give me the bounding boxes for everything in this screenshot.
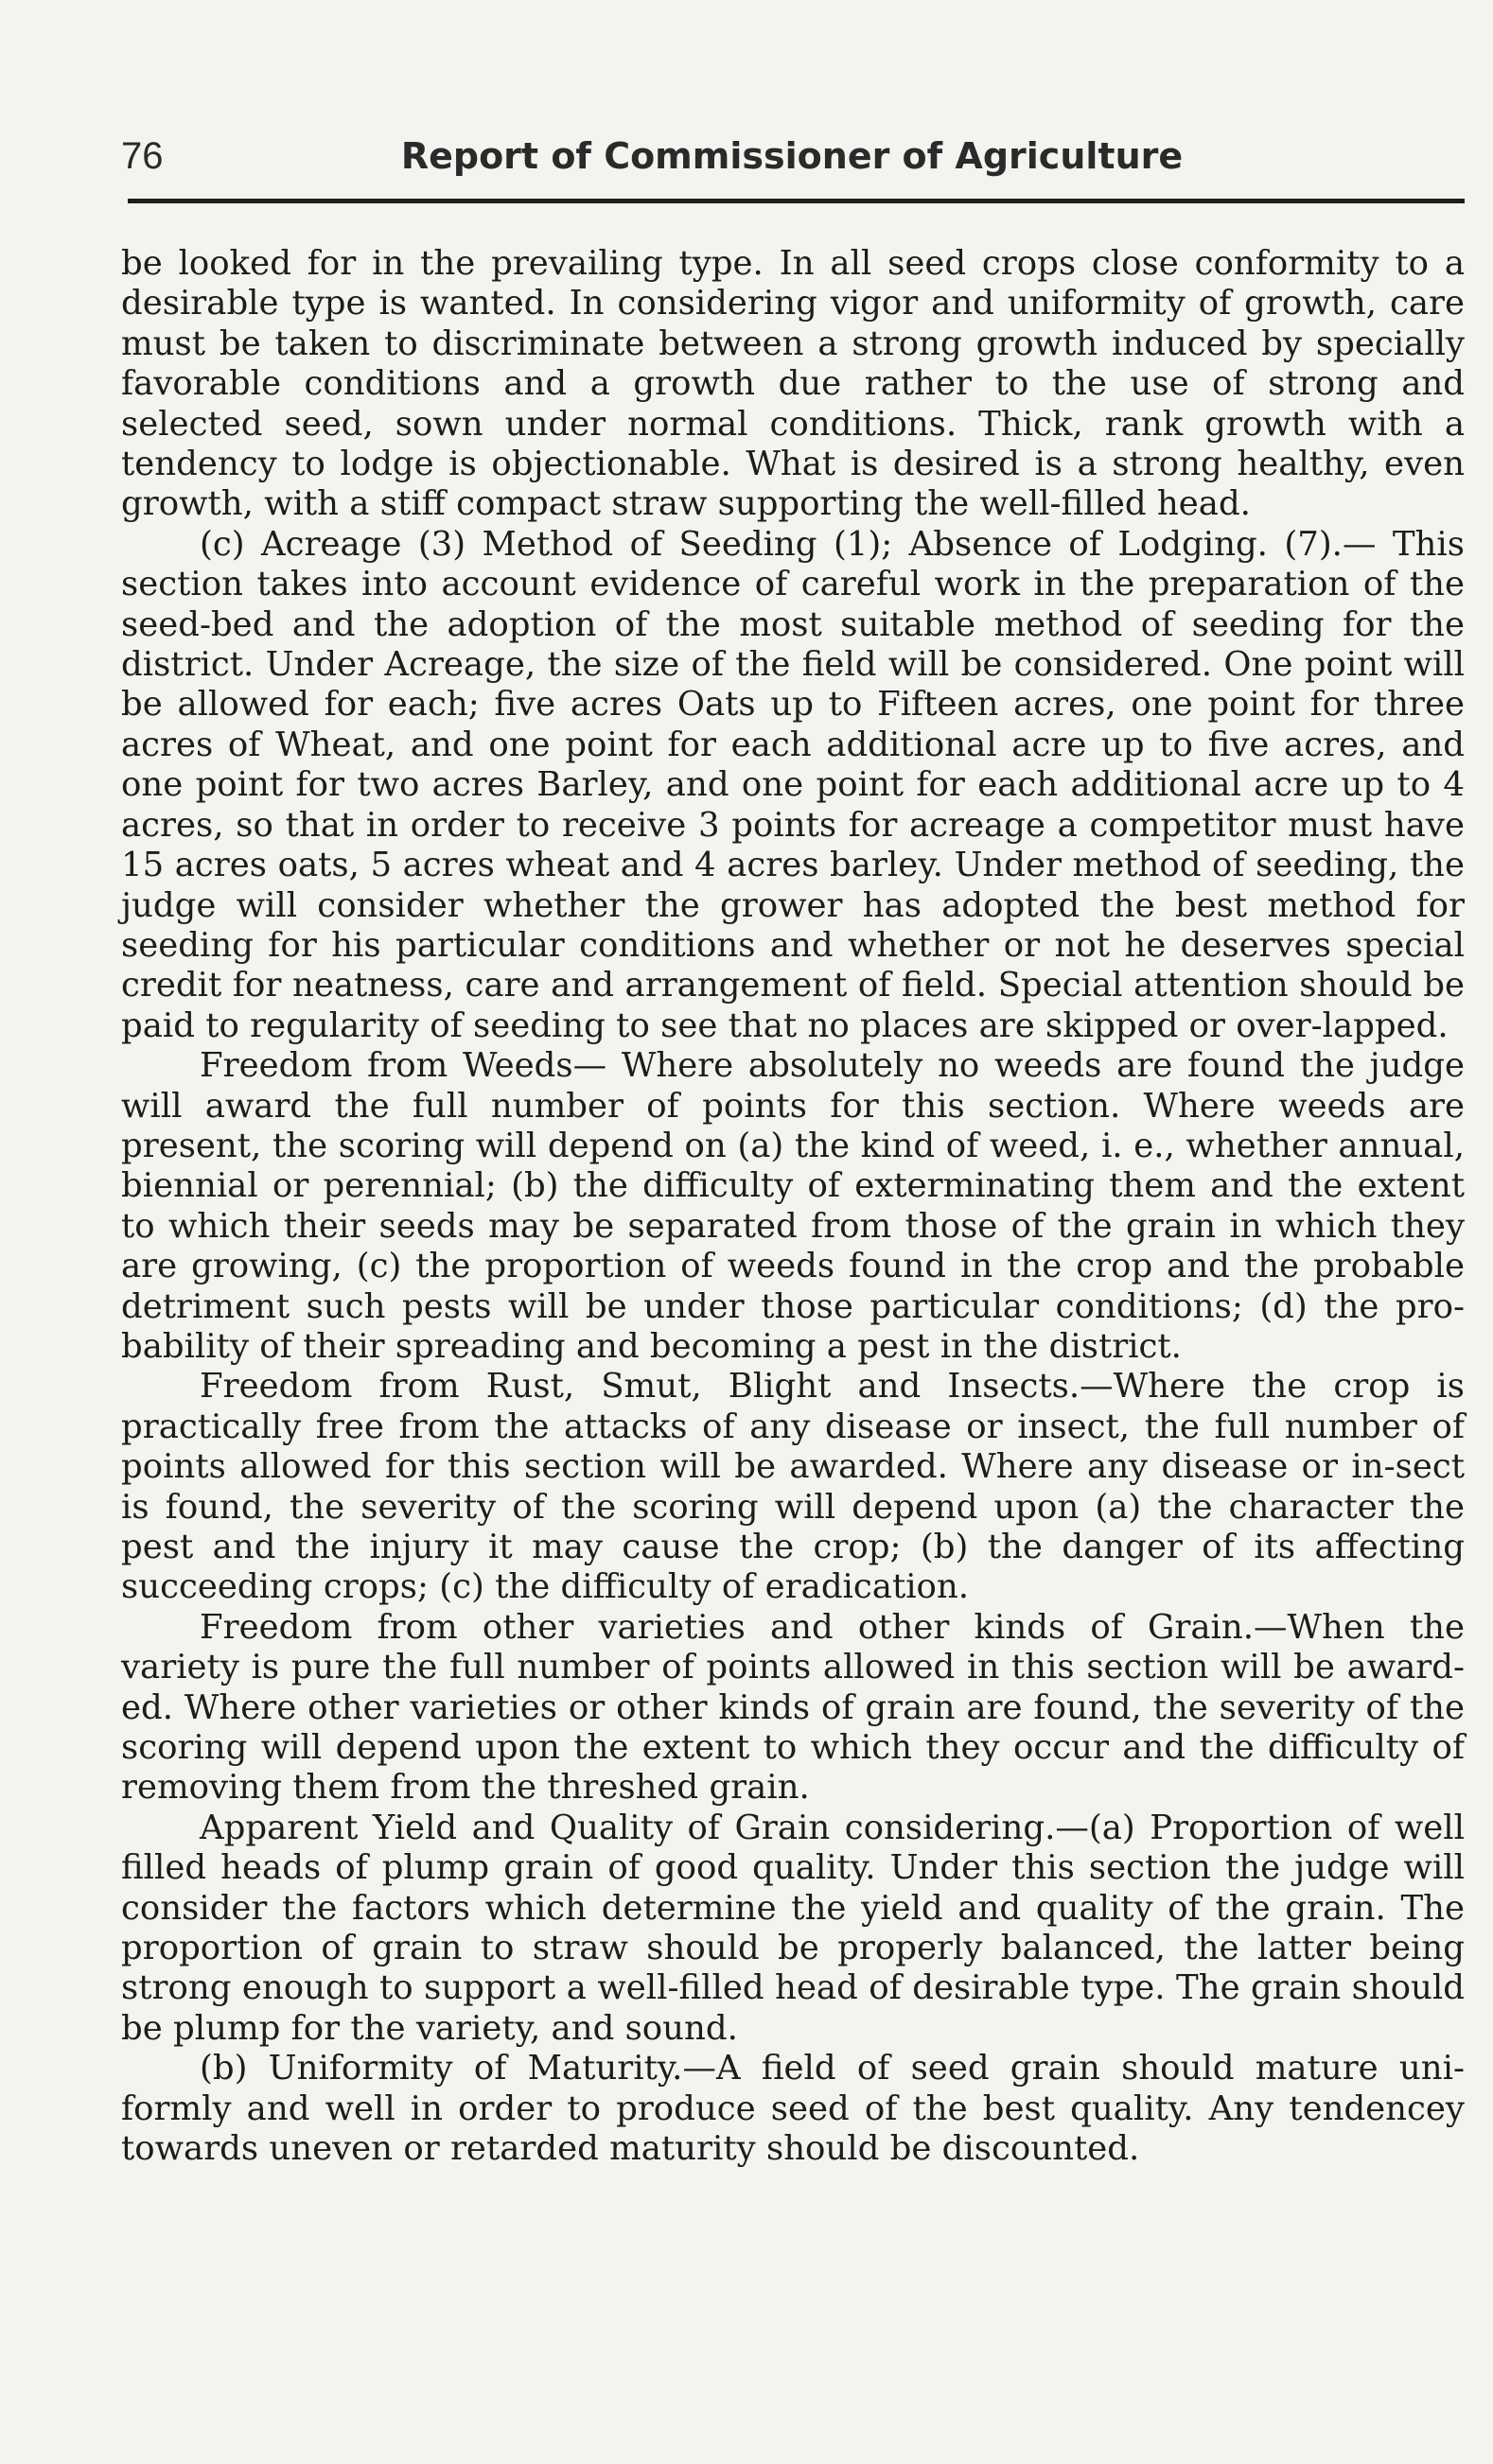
page-header bbox=[121, 132, 1463, 189]
paragraph-maturity: (b) Uniformity of Maturity.—A field of seed grain should mature uni-formly and well in order to produce seed of the best quality. Any tendencey towards uneven or retarded maturity should be discounted. bbox=[121, 2049, 1465, 2169]
paragraph-continuation: be looked for in the prevailing type. In all seed crops close conformity to a desirable type is wanted. In considering vigor and uniformity of growth, care must be taken to discriminate between a strong growth induced by specially favorable conditions and a growth due rather to the use of strong and selected seed, sown under normal conditions. Thick, rank growth with a tendency to lodge is objectionable. What is desired is a strong healthy, even growth, with a stiff compact straw supporting the well-filled head. bbox=[121, 244, 1465, 524]
page-number: 76 bbox=[121, 135, 164, 177]
paragraph-acreage: (c) Acreage (3) Method of Seeding (1); Absence of Lodging. (7).— This section takes into account evidence of careful work in the preparation of the seed-bed and the adoption of the most suitable method of seeding for the district. Under Acreage, the size of the field will be considered. One point will be allowed for each; five acres Oats up to Fifteen acres, one point for three acres of Wheat, and one point for each additional acre up to five acres, and one point for two acres Barley, and one point for each additional acre up to 4 acres, so that in order to receive 3 points for acreage a competitor must have 15 acres oats, 5 acres wheat and 4 acres barley. Under method of seeding, the judge will consider whether the grower has adopted the best method for seeding for his particular conditions and whether or not he deserves special credit for neatness, care and arrangement of field. Special attention should be paid to regularity of seeding to see that no places are skipped or over-lapped. bbox=[121, 524, 1465, 1045]
paragraph-other-varieties: Freedom from other varieties and other kinds of Grain.—When the variety is pure the full number of points allowed in this section will be award-ed. Where other varieties or other kinds of grain are found, the severity of the scoring will depend upon the extent to which they occur and the difficulty of removing them from the threshed grain. bbox=[121, 1607, 1465, 1808]
running-title: Report of Commissioner of Agriculture bbox=[400, 135, 1184, 177]
paragraph-yield-quality: Apparent Yield and Quality of Grain considering.—(a) Proportion of well filled heads of plump grain of good quality. Under this section the judge will consider the factors which determine the yield and quality of the grain. The proportion of grain to straw should be properly balanced, the latter being strong enough to support a well-filled head of desirable type. The grain should be plump for the variety, and sound. bbox=[121, 1808, 1465, 2048]
body-text bbox=[121, 244, 1465, 2170]
paragraph-weeds: Freedom from Weeds— Where absolutely no weeds are found the judge will award the full number of points for this section. Where weeds are present, the scoring will depend on (a) the kind of weed, i. e., whether annual, biennial or perennial; (b) the difficulty of exterminating them and the extent to which their seeds may be separated from those of the grain in which they are growing, (c) the proportion of weeds found in the crop and the probable detriment such pests will be under those particular conditions; (d) the pro-bability of their spreading and becoming a pest in the district. bbox=[121, 1046, 1465, 1366]
header-rule bbox=[128, 199, 1465, 203]
paragraph-rust-smut: Freedom from Rust, Smut, Blight and Insects.—Where the crop is practically free from the attacks of any disease or insect, the full number of points allowed for this section will be awarded. Where any disease or in-sect is found, the severity of the scoring will depend upon (a) the character the pest and the injury it may cause the crop; (b) the danger of its affecting succeeding crops; (c) the difficulty of eradication. bbox=[121, 1367, 1465, 1607]
